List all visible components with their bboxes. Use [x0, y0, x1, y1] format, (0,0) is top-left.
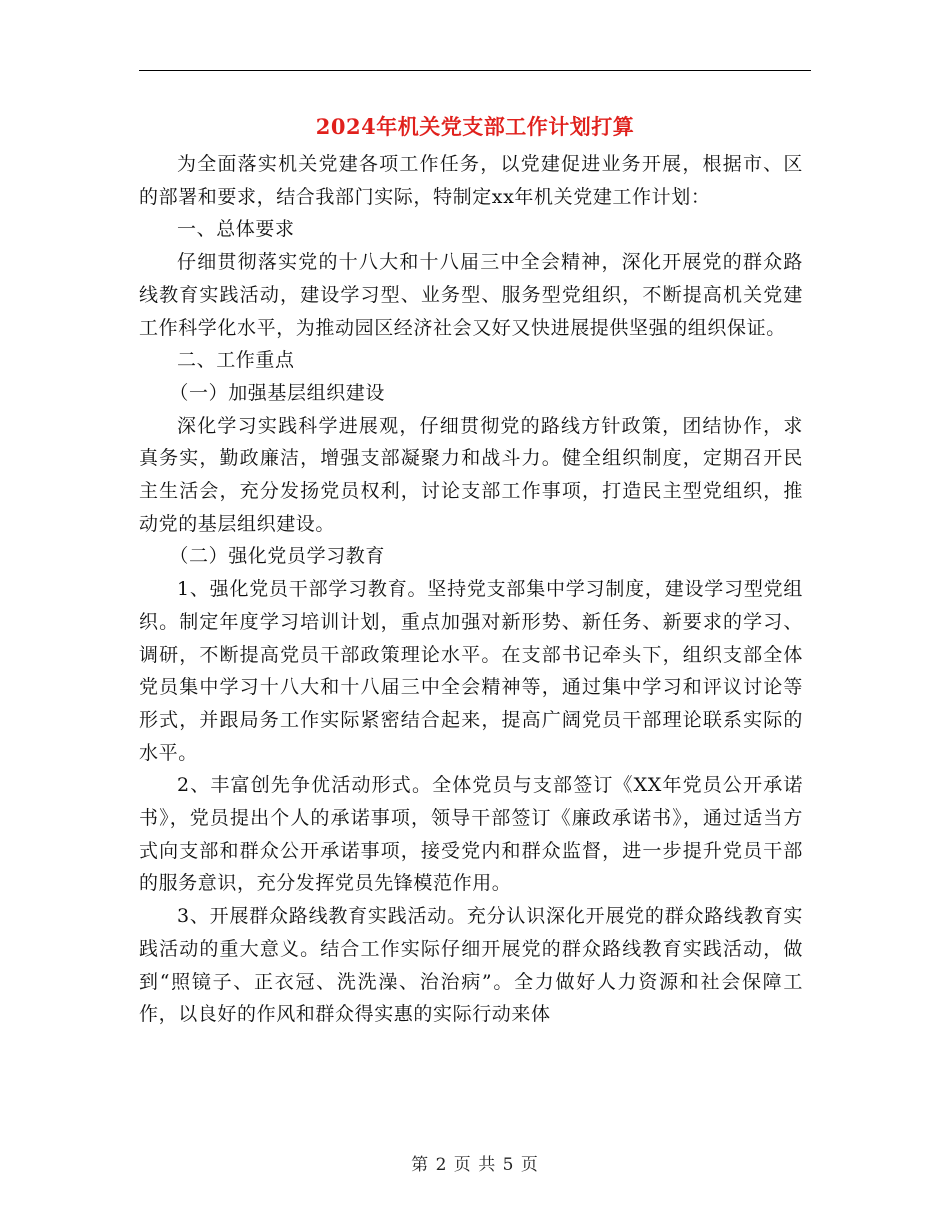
- paragraph-intro: 为全面落实机关党建各项工作任务，以党建促进业务开展，根据市、区的部署和要求，结合我部门实际，特制定xx年机关党建工作计划：: [139, 153, 803, 208]
- document-body: [139, 148, 803, 1031]
- heading-general-requirements: 一、总体要求: [177, 218, 295, 241]
- paragraph-item-2: 2、丰富创先争优活动形式。全体党员与支部签订《XX年党员公开承诺书》，党员提出个人的承诺事项，领导干部签订《廉政承诺书》，通过适当方式向支部和群众公开承诺事项，接受党内和群众监督，进一步提升党员干部的服务意识，充分发挥党员先锋模范作用。: [139, 774, 803, 895]
- subheading-grassroots-organization: （一）加强基层组织建设: [169, 381, 385, 404]
- header-rule: [139, 70, 811, 71]
- paragraph-item-1: 1、强化党员干部学习教育。坚持党支部集中学习制度，建设学习型党组织。制定年度学习培训计划，重点加强对新形势、新任务、新要求的学习、调研，不断提高党员干部政策理论水平。在支部书记牵头下，组织支部全体党员集中学习十八大和十八届三中全会精神等，通过集中学习和评议讨论等形式，并跟局务工作实际紧密结合起来，提高广阔党员干部理论联系实际的水平。: [139, 578, 803, 764]
- subheading-member-education: （二）强化党员学习教育: [169, 545, 385, 568]
- document-title: 2024年机关党支部工作计划打算: [315, 114, 635, 139]
- paragraph-item-3: 3、开展群众路线教育实践活动。充分认识深化开展党的群众路线教育实践活动的重大意义。结合工作实际仔细开展党的群众路线教育实践活动，做到“照镜子、正衣冠、洗洗澡、治治病”。全力做好人力资源和社会保障工作，以良好的作风和群众得实惠的实际行动来体: [139, 905, 803, 1026]
- heading-work-focus: 二、工作重点: [177, 349, 295, 372]
- page-number-footer: 第 2 页 共 5 页: [411, 1155, 539, 1175]
- paragraph-grassroots-organization: 深化学习实践科学进展观，仔细贯彻党的路线方针政策，团结协作，求真务实，勤政廉洁，增强支部凝聚力和战斗力。健全组织制度，定期召开民主生活会，充分发扬党员权利，讨论支部工作事项，打造民主型党组织，推动党的基层组织建设。: [139, 414, 803, 535]
- paragraph-general-requirements: 仔细贯彻落实党的十八大和十八届三中全会精神，深化开展党的群众路线教育实践活动，建设学习型、业务型、服务型党组织，不断提高机关党建工作科学化水平，为推动园区经济社会又好又快进展提供坚强的组织保证。: [139, 251, 803, 339]
